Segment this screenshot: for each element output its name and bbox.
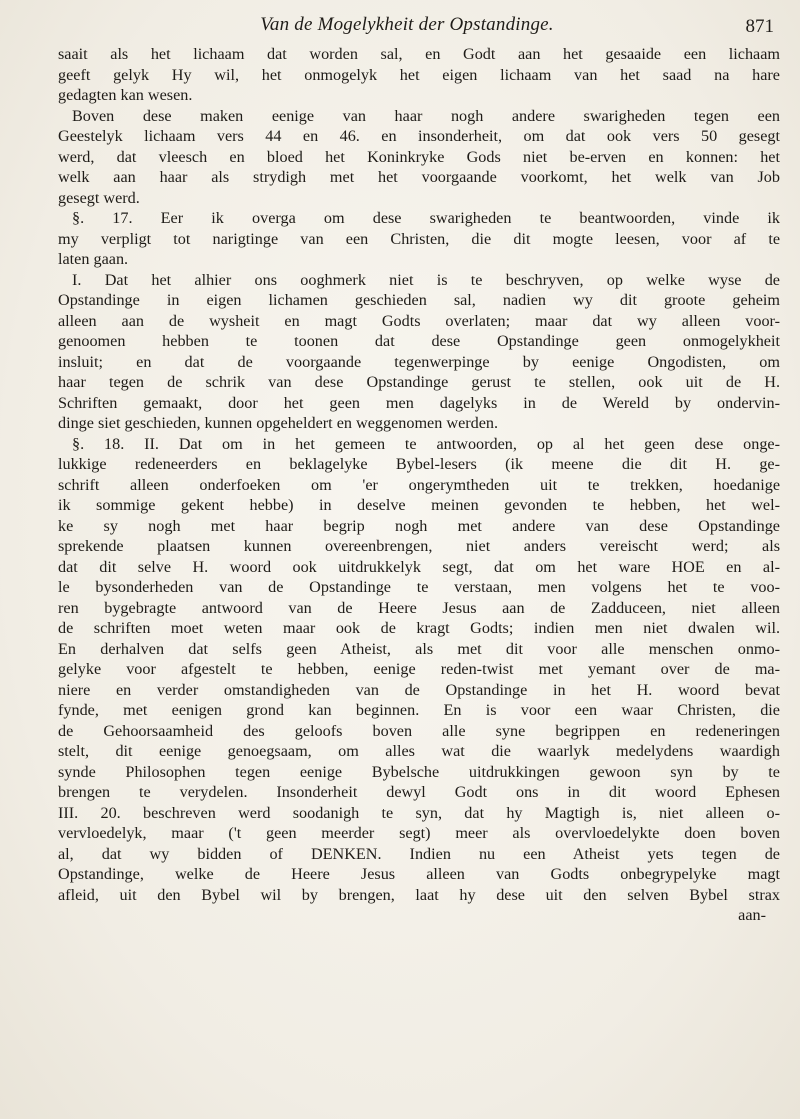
text-line: Opstandinge, welke de Heere Jesus alleen van Godts onbegrypelyke magt (58, 865, 780, 883)
text-line: lukkige redeneerders en beklagelyke Bybel-lesers (ik meene die dit H. ge- (58, 455, 780, 473)
text-line: stelt, dit eenige genoegsaam, om alles wat die waarlyk medelydens waardigh (58, 742, 780, 760)
text-line: fynde, met eenigen grond kan beginnen. En is voor een waar Christen, die (58, 701, 780, 719)
text-line: welk aan haar als strydigh met het voorgaande voorkomt, het welk van Job (58, 168, 780, 186)
text-line: brengen te verydelen. Insonderheit dewyl Godt ons in dit woord Ephesen (58, 783, 780, 801)
point-one-start: I. Dat het alhier ons ooghmerk niet is te beschryven, op welke wyse de (72, 270, 780, 289)
text-line: Schriften gemaakt, door het geen men dagelyks in de Wereld by ondervin- (58, 393, 780, 412)
text-line: ke sy nogh met haar begrip nogh met andere van dese Opstandinge (58, 516, 780, 535)
text-line: werd, dat vleesch en bloed het Koninkryke Gods niet be-erven en konnen: het (58, 147, 780, 166)
text-line: schrift alleen onderfoeken om 'er ongerymtheden uit te trekken, hoedanige (58, 475, 780, 494)
text-line: haar tegen de schrik van dese Opstandinge gerust te stellen, ook uit de H. (58, 373, 780, 391)
text-line: my verpligt tot narigtinge van een Christen, die dit mogte leesen, voor af te (58, 229, 780, 248)
text-line: afleid, uit den Bybel wil by brengen, laat hy dese uit den selven Bybel strax (58, 885, 780, 904)
text-line: ik sommige gekent hebbe) in deselve meinen gevonden te hebben, het wel- (58, 496, 780, 514)
text-line: de Gehoorsaamheid des geloofs boven alle syne begrippen en redeneringen (58, 721, 780, 740)
page-number: 871 (745, 16, 774, 37)
body-text (58, 44, 780, 926)
text-line: gelyke voor afgestelt te hebben, eenige reden-twist met yemant over de ma- (58, 660, 780, 678)
running-title: Van de Mogelykheit der Opstandinge. (260, 14, 554, 35)
text-line: gedagten kan wesen. (58, 86, 193, 104)
text-line: dinge siet geschieden, kunnen opgeheldert en weggenomen werden. (58, 414, 499, 432)
text-line: synde Philosophen tegen eenige Bybelsche uitdrukkingen gewoon syn by te (58, 762, 780, 781)
catchword: aan- (738, 906, 766, 924)
text-line: Geestelyk lichaam vers 44 en 46. en insonderheit, om dat ook vers 50 gesegt (58, 127, 780, 145)
page-header (40, 14, 774, 44)
text-line: III. 20. beschreven werd soodanigh te syn, dat hy Magtigh is, niet alleen o- (58, 803, 780, 822)
text-line: de schriften moet weten maar ook de kragt Godts; indien men niet dwalen wil. (58, 619, 780, 637)
text-line: laten gaan. (58, 250, 129, 268)
text-line: saait als het lichaam dat worden sal, en Godt aan het gesaaide een lichaam (58, 45, 780, 63)
text-line: vervloedelyk, maar ('t geen meerder segt) meer als overvloedelykte doen boven (58, 824, 780, 842)
text-line: niere en verder omstandigheden van de Opstandinge in het H. woord bevat (58, 680, 780, 699)
text-line: sprekende plaatsen kunnen overeenbrengen, niet anders vereischt werd; als (58, 537, 780, 555)
text-line: alleen aan de wysheit en magt Godts overlaten; maar dat wy alleen voor- (58, 311, 780, 330)
text-line: ren bygebragte antwoord van de Heere Jesus aan de Zadduceen, niet alleen (58, 598, 780, 617)
text-line: al, dat wy bidden of DENKEN. Indien nu een Atheist yets tegen de (58, 844, 780, 863)
text-line: insluit; en dat de voorgaande tegenwerpinge by eenige Ongodisten, om (58, 352, 780, 371)
text-line: gesegt werd. (58, 188, 140, 207)
text-line: Opstandinge in eigen lichamen geschieden sal, nadien wy dit groote geheim (58, 291, 780, 309)
text-line: En derhalven dat selfs geen Atheist, als met dit voor alle menschen onmo- (58, 639, 780, 658)
text-line: genoomen hebben te toonen dat dese Opstandinge geen onmogelykheit (58, 332, 780, 350)
text-line: geeft gelyk Hy wil, het onmogelyk het eigen lichaam van het saad na hare (58, 65, 780, 84)
text-line: le bysonderheden van de Opstandinge te verstaan, men volgens het te voo- (58, 578, 780, 596)
text-line: dat dit selve H. woord ook uitdrukkelyk segt, dat om het ware HOE en al- (58, 557, 780, 576)
text-line: Boven dese maken eenige van haar nogh andere swarigheden tegen een (72, 106, 780, 125)
section-17-start: §. 17. Eer ik overga om dese swarigheden te beantwoorden, vinde ik (72, 209, 780, 227)
section-18-start: §. 18. II. Dat om in het gemeen te antwoorden, op al het geen dese onge- (72, 434, 780, 453)
